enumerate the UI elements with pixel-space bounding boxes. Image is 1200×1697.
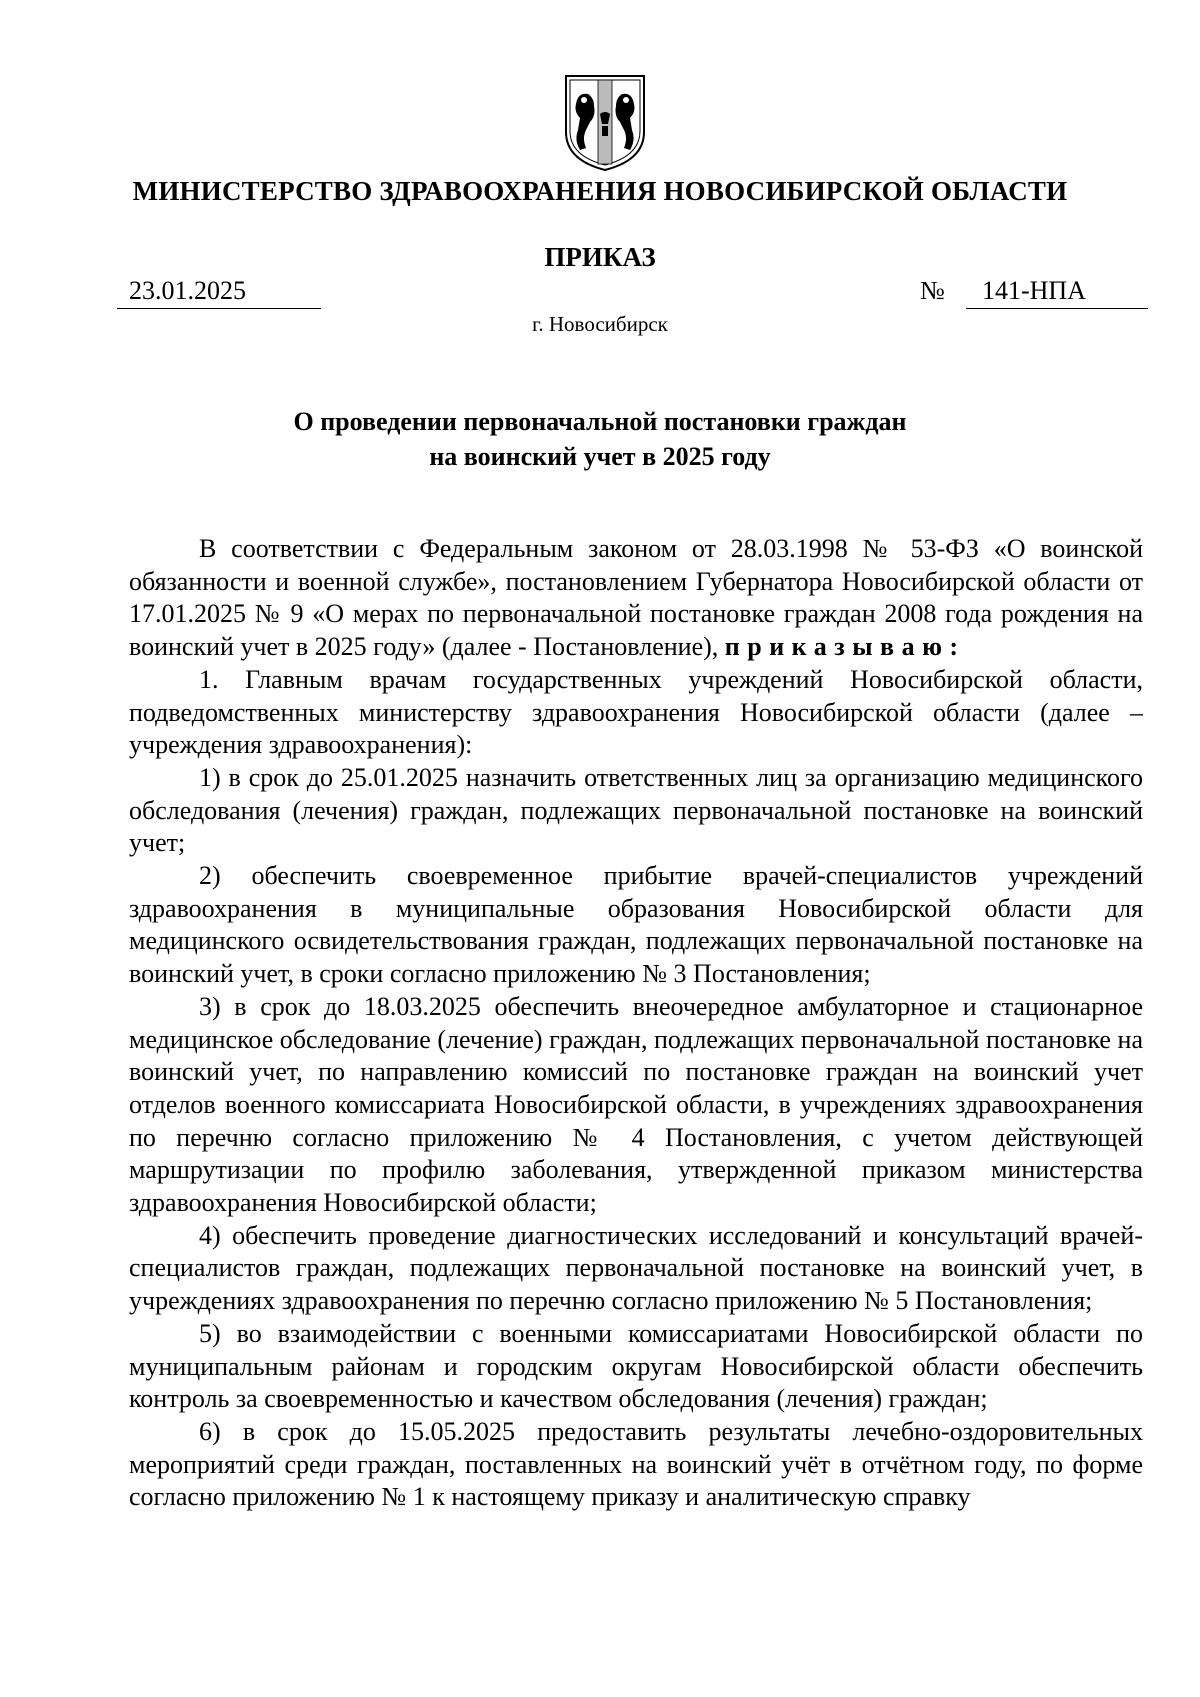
document-type: ПРИКАЗ <box>544 242 656 272</box>
subject-line-1: О проведении первоначальной постановки граждан <box>293 407 907 436</box>
order-body <box>129 533 1143 1514</box>
preamble-paragraph <box>129 533 1143 664</box>
sub-item-6: 6) в срок до 15.05.2025 предоставить результаты лечебно-оздоровительных мероприятий среди граждан, поставленных на воинский учёт в отчётном году, по форме согласно приложению № 1 к настоящему приказу и аналитическую справку <box>129 1416 1143 1512</box>
preamble-text: В соответствии с Федеральным законом от 28.03.1998 № 53-ФЗ «О воинской обязанности и военной службе», постановлением Губернатора Новосибирской области от 17.01.2025 № 9 «О мерах по первоначальной постановке граждан 2008 года рождения на воинский учет в 2025 году» (далее - Постановление), <box>129 534 1143 662</box>
order-subject <box>0 404 1200 474</box>
sub-item-2: 2) обеспечить своевременное прибытие врачей-специалистов учреждений здравоохранения в муниципальные образования Новосибирской области для медицинского освидетельствования граждан, подлежащих первоначальной постановке на воинский учет, в сроки согласно приложению № 3 Постановления; <box>129 861 1143 989</box>
item-1: 1. Главным врачам государственных учреждений Новосибирской области, подведомственных министерству здравоохранения Новосибирской области (далее – учреждения здравоохранения): <box>129 664 1143 760</box>
subject-line-2: на воинский учет в 2025 году <box>429 442 771 471</box>
sub-item-1: 1) в срок до 25.01.2025 назначить ответственных лиц за организацию медицинского обследования (лечения) граждан, подлежащих первоначальной постановке на воинский учет; <box>129 762 1143 858</box>
ministry-name: МИНИСТЕРСТВО ЗДРАВООХРАНЕНИЯ НОВОСИБИРСКОЙ ОБЛАСТИ <box>132 176 1068 206</box>
number-sign: № <box>920 276 945 305</box>
city: г. Новосибирск <box>532 312 668 336</box>
coat-of-arms-icon <box>560 70 650 174</box>
order-number: 141-НПА <box>966 276 1148 309</box>
sub-item-4: 4) обеспечить проведение диагностических исследований и консультаций врачей-специалистов граждан, подлежащих первоначальной постановке на воинский учет, в учреждениях здравоохранения по перечню согласно приложению № 5 Постановления; <box>129 1220 1143 1316</box>
sub-item-3: 3) в срок до 18.03.2025 обеспечить внеочередное амбулаторное и стационарное медицинское обследование (лечение) граждан, подлежащих первоначальной постановке на воинский учет, по направлению комиссий по постановке граждан на воинский учет отделов военного комиссариата Новосибирской области, в учреждениях здравоохранения по перечню согласно приложению № 4 Постановления, с учетом действующей маршрутизации по профилю заболевания, утвержденной приказом министерства здравоохранения Новосибирской области; <box>129 991 1143 1218</box>
order-word: приказываю: <box>724 632 966 662</box>
order-date: 23.01.2025 <box>117 276 321 309</box>
sub-item-5: 5) во взаимодействии с военными комиссариатами Новосибирской области по муниципальным районам и городским округам Новосибирской области обеспечить контроль за своевременностью и качеством обследования (лечения) граждан; <box>129 1318 1143 1414</box>
order-number-block <box>920 276 1148 309</box>
